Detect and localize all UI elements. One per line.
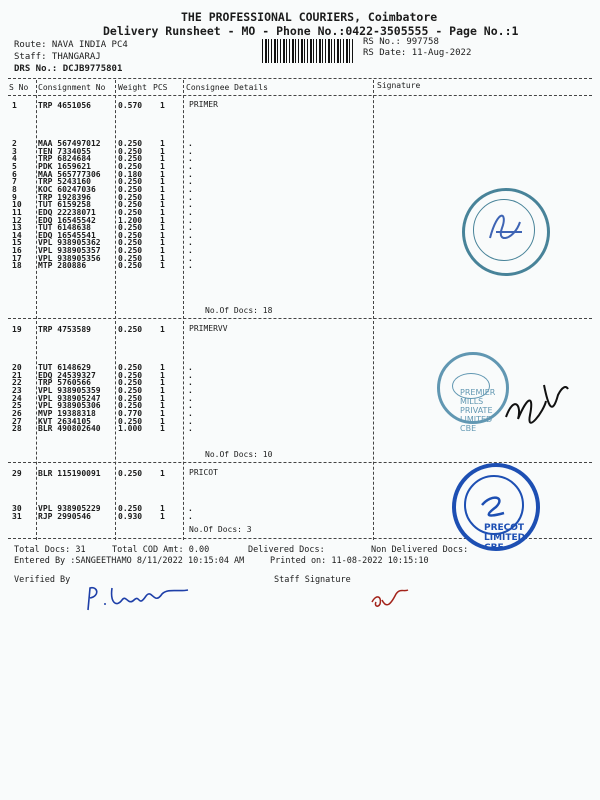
consignment-no-cell: TRP 4753589 — [38, 325, 91, 334]
weight-cell: 0.250 — [118, 363, 143, 372]
sno-cell: 22 — [12, 378, 22, 388]
verified-by-label: Verified By — [14, 575, 71, 585]
pcs-cell: 1 — [160, 177, 165, 187]
weight-cell: 0.250 — [118, 385, 143, 395]
consignee-cell: . — [188, 192, 193, 202]
consignment-no-cell: EDQ 16545542 — [38, 215, 96, 225]
pcs-cell: 1 — [160, 469, 165, 478]
consignee-cell: . — [188, 393, 193, 403]
consignment-no-cell: RJP 2990546 — [38, 511, 91, 521]
consignee-cell: . — [188, 253, 193, 263]
consignment-no-cell: BLR 115190091 — [38, 469, 101, 478]
weight-cell: 0.250 — [118, 238, 143, 248]
weight-cell: 0.250 — [118, 504, 143, 513]
col-signature: Signature — [377, 81, 421, 90]
consignee-cell: . — [188, 408, 193, 418]
consignee-name: PRIMER — [189, 100, 218, 109]
consignment-no-cell: VPL 938905229 — [38, 504, 101, 513]
consignee-cell: . — [188, 504, 193, 513]
col-sep — [373, 80, 374, 540]
sno-cell: 27 — [12, 416, 22, 426]
consignee-cell: . — [188, 378, 193, 388]
pcs-cell: 1 — [160, 424, 165, 434]
consignee-cell: . — [188, 154, 193, 164]
sno-cell: 18 — [12, 261, 22, 271]
col-pcs: PCS — [153, 83, 168, 92]
entered-by: Entered By :SANGEETHAMO 8/11/2022 10:15:04 AM — [14, 556, 245, 566]
barcode — [262, 39, 354, 63]
consignment-no-cell: EDQ 16545541 — [38, 230, 96, 240]
sno-cell: 20 — [12, 363, 22, 372]
sno-cell: 23 — [12, 385, 22, 395]
col-consignment: Consignment No — [38, 83, 106, 92]
header-bottom-rule — [8, 95, 592, 96]
non-delivered-docs: Non Delivered Docs: — [371, 545, 469, 555]
weight-cell: 0.250 — [118, 401, 143, 411]
sno-cell: 26 — [12, 408, 22, 418]
pcs-cell: 1 — [160, 325, 165, 334]
pcs-cell: 1 — [160, 139, 165, 148]
col-sno: S No — [9, 83, 29, 92]
consignee-cell: . — [188, 511, 193, 521]
consignee-cell: . — [188, 146, 193, 156]
pcs-cell: 1 — [160, 416, 165, 426]
consignment-no-cell: VPL 938905247 — [38, 393, 101, 403]
rs-no: RS No.: 997758 — [363, 37, 439, 47]
verifier-signature-icon — [82, 582, 192, 616]
consignment-no-cell: MAA 565777306 — [38, 169, 101, 179]
consignment-no-cell: TRP 6824684 — [38, 154, 91, 164]
consignment-no-cell: PDK 1659621 — [38, 161, 91, 171]
printed-on: Printed on: 11-08-2022 10:15:10 — [270, 556, 429, 566]
weight-cell: 0.250 — [118, 184, 143, 194]
pcs-cell: 1 — [160, 207, 165, 217]
weight-cell: 0.250 — [118, 161, 143, 171]
pcs-cell: 1 — [160, 370, 165, 380]
handwritten-signature-icon — [500, 365, 570, 435]
weight-cell: 0.930 — [118, 511, 143, 521]
weight-cell: 0.250 — [118, 325, 143, 334]
stamp-signature-icon — [462, 188, 544, 270]
stamp-cbe-text: PRECOT LIMITED CBE — [484, 523, 526, 553]
sno-cell: 31 — [12, 511, 22, 521]
pcs-cell: 1 — [160, 161, 165, 171]
weight-cell: 0.250 — [118, 146, 143, 156]
pcs-cell: 1 — [160, 511, 165, 521]
group-rule — [8, 318, 592, 319]
consignee-cell: . — [188, 246, 193, 256]
precot-stamp — [452, 463, 540, 551]
sno-cell: 3 — [12, 146, 17, 156]
consignee-cell: . — [188, 363, 193, 372]
staff-label: Staff: THANGARAJ — [14, 52, 101, 62]
sno-cell: 25 — [12, 401, 22, 411]
consignee-cell: . — [188, 200, 193, 210]
sno-cell: 16 — [12, 246, 22, 256]
consignee-cell: . — [188, 424, 193, 434]
pcs-cell: 1 — [160, 169, 165, 179]
header-top-rule — [8, 78, 592, 79]
consignment-no-cell: BLR 490802640 — [38, 424, 101, 434]
weight-cell: 0.250 — [118, 192, 143, 202]
consignee-cell: . — [188, 215, 193, 225]
total-docs: Total Docs: 31 — [14, 545, 86, 555]
consignee-cell: . — [188, 139, 193, 148]
col-weight: Weight — [118, 83, 147, 92]
pcs-cell: 1 — [160, 101, 165, 110]
sno-cell: 28 — [12, 424, 22, 434]
consignee-cell: . — [188, 169, 193, 179]
sno-cell: 21 — [12, 370, 22, 380]
consignment-no-cell: TUT 6159258 — [38, 200, 91, 210]
pcs-cell: 1 — [160, 393, 165, 403]
docs-count: No.Of Docs: 10 — [205, 450, 273, 459]
sno-cell: 19 — [12, 325, 22, 334]
pcs-cell: 1 — [160, 238, 165, 248]
pcs-cell: 1 — [160, 408, 165, 418]
docs-count: No.Of Docs: 18 — [205, 306, 273, 315]
weight-cell: 0.250 — [118, 246, 143, 256]
consignment-no-cell: TRP 5243160 — [38, 177, 91, 187]
col-sep — [36, 80, 37, 540]
consignee-cell: . — [188, 416, 193, 426]
consignment-no-cell: TRP 5760566 — [38, 378, 91, 388]
consignee-cell: . — [188, 238, 193, 248]
staff-signature-icon — [368, 586, 418, 610]
delivered-docs: Delivered Docs: — [248, 545, 325, 555]
sno-cell: 29 — [12, 469, 22, 478]
weight-cell: 0.250 — [118, 253, 143, 263]
weight-cell: 0.250 — [118, 154, 143, 164]
consignment-no-cell: TEN 7334055 — [38, 146, 91, 156]
weight-cell: 0.250 — [118, 230, 143, 240]
runsheet-title: Delivery Runsheet - MO - Phone No.:0422-3505555 - Page No.:1 — [103, 24, 519, 38]
consignee-cell: . — [188, 184, 193, 194]
weight-cell: 0.250 — [118, 261, 143, 271]
sno-cell: 10 — [12, 200, 22, 210]
consignment-no-cell: MVP 19388318 — [38, 408, 96, 418]
consignment-no-cell: KVT 2634105 — [38, 416, 91, 426]
pcs-cell: 1 — [160, 363, 165, 372]
weight-cell: 0.250 — [118, 378, 143, 388]
pcs-cell: 1 — [160, 215, 165, 225]
weight-cell: 0.250 — [118, 200, 143, 210]
pcs-cell: 1 — [160, 401, 165, 411]
sno-cell: 15 — [12, 238, 22, 248]
consignment-no-cell: TUT 6148638 — [38, 223, 91, 233]
sno-cell: 2 — [12, 139, 17, 148]
weight-cell: 0.250 — [118, 177, 143, 187]
pcs-cell: 1 — [160, 223, 165, 233]
consignee-cell: . — [188, 370, 193, 380]
sno-cell: 12 — [12, 215, 22, 225]
docs-count: No.Of Docs: 3 — [189, 525, 252, 534]
sno-cell: 6 — [12, 169, 17, 179]
consignee-cell: . — [188, 223, 193, 233]
consignee-name: PRIMERVV — [189, 324, 228, 333]
consignment-no-cell: EDQ 22238071 — [38, 207, 96, 217]
rs-date: RS Date: 11-Aug-2022 — [363, 48, 472, 58]
sno-cell: 14 — [12, 230, 22, 240]
consignee-cell: . — [188, 261, 193, 271]
weight-cell: 0.250 — [118, 469, 143, 478]
consignment-no-cell: TRP 1928396 — [38, 192, 91, 202]
staff-signature-label: Staff Signature — [274, 575, 351, 585]
consignment-no-cell: VPL 938905357 — [38, 246, 101, 256]
consignment-no-cell: VPL 938905306 — [38, 401, 101, 411]
premier-mills-stamp-2 — [437, 352, 509, 433]
weight-cell: 0.770 — [118, 408, 143, 418]
consignee-cell: . — [188, 385, 193, 395]
pcs-cell: 1 — [160, 154, 165, 164]
weight-cell: 0.250 — [118, 370, 143, 380]
weight-cell: 0.180 — [118, 169, 143, 179]
pcs-cell: 1 — [160, 192, 165, 202]
consignee-name: PRICOT — [189, 468, 218, 477]
sno-cell: 8 — [12, 184, 17, 194]
total-cod: Total COD Amt: 0.00 — [112, 545, 210, 555]
weight-cell: 0.250 — [118, 207, 143, 217]
consignment-no-cell: KOC 60247036 — [38, 184, 96, 194]
sno-cell: 24 — [12, 393, 22, 403]
pcs-cell: 1 — [160, 184, 165, 194]
weight-cell: 1.200 — [118, 215, 143, 225]
premier-mills-stamp — [462, 188, 550, 276]
col-consignee: Consignee Details — [186, 83, 268, 92]
consignee-cell: . — [188, 161, 193, 171]
pcs-cell: 1 — [160, 385, 165, 395]
consignee-cell: . — [188, 207, 193, 217]
pcs-cell: 1 — [160, 230, 165, 240]
col-sep — [183, 80, 184, 540]
consignee-cell: . — [188, 177, 193, 187]
consignee-cell: . — [188, 230, 193, 240]
sno-cell: 1 — [12, 101, 17, 110]
pcs-cell: 1 — [160, 200, 165, 210]
consignment-no-cell: TRP 4651056 — [38, 101, 91, 110]
col-sep — [115, 80, 116, 540]
pcs-cell: 1 — [160, 146, 165, 156]
weight-cell: 0.250 — [118, 223, 143, 233]
weight-cell: 0.250 — [118, 393, 143, 403]
sno-cell: 30 — [12, 504, 22, 513]
pcs-cell: 1 — [160, 504, 165, 513]
sno-cell: 9 — [12, 192, 17, 202]
sno-cell: 13 — [12, 223, 22, 233]
consignment-no-cell: TUT 6148629 — [38, 363, 91, 372]
sno-cell: 17 — [12, 253, 22, 263]
pcs-cell: 1 — [160, 253, 165, 263]
weight-cell: 1.000 — [118, 424, 143, 434]
pcs-cell: 1 — [160, 261, 165, 271]
consignment-no-cell: EDQ 24539327 — [38, 370, 96, 380]
drs-label: DRS No.: DCJB9775801 — [14, 64, 123, 74]
route-label: Route: NAVA INDIA PC4 — [14, 40, 128, 50]
weight-cell: 0.570 — [118, 101, 143, 110]
pcs-cell: 1 — [160, 246, 165, 256]
consignment-no-cell: MAA 567497012 — [38, 139, 101, 148]
consignee-cell: . — [188, 401, 193, 411]
weight-cell: 0.250 — [118, 139, 143, 148]
consignment-no-cell: VPL 938905362 — [38, 238, 101, 248]
sno-cell: 5 — [12, 161, 17, 171]
sno-cell: 11 — [12, 207, 22, 217]
consignment-no-cell: VPL 938905356 — [38, 253, 101, 263]
sno-cell: 4 — [12, 154, 17, 164]
weight-cell: 0.250 — [118, 416, 143, 426]
consignment-no-cell: MTP 280886 — [38, 261, 87, 271]
stamp-cbe-text: PREMIER MILLS PRIVATE LIMITED CBE — [460, 388, 496, 433]
consignment-no-cell: VPL 938905359 — [38, 385, 101, 395]
pcs-cell: 1 — [160, 378, 165, 388]
company-title: THE PROFESSIONAL COURIERS, Coimbatore — [181, 10, 438, 24]
sno-cell: 7 — [12, 177, 17, 187]
